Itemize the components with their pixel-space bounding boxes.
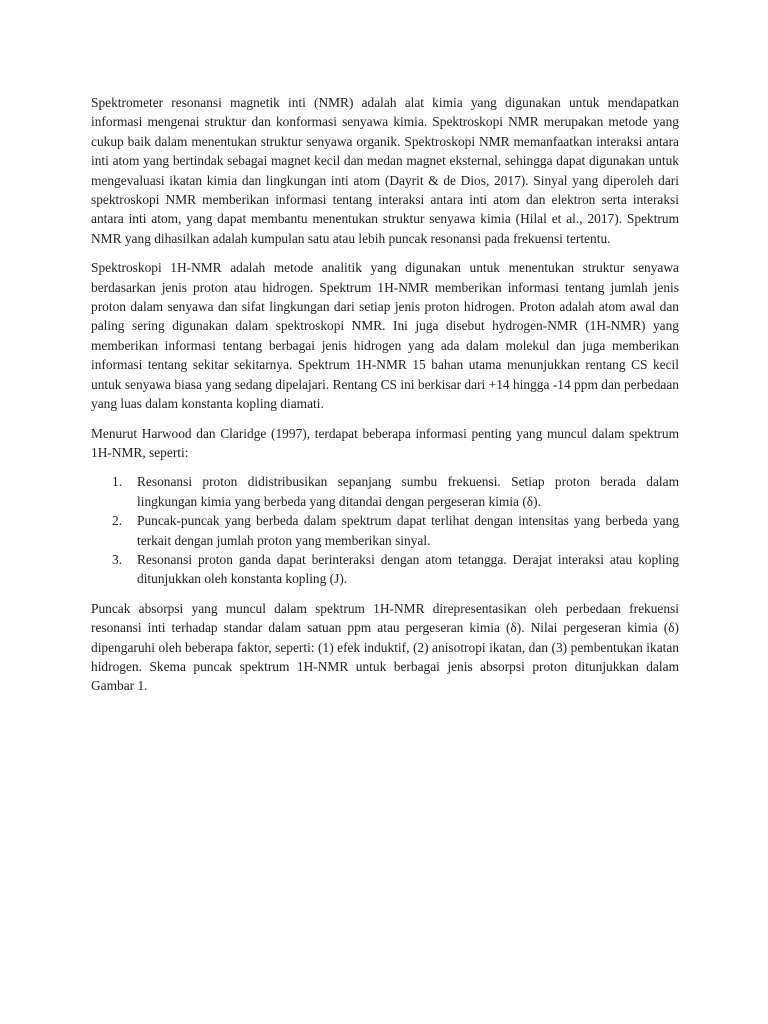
paragraph-absorption-peaks: Puncak absorpsi yang muncul dalam spektrum 1H-NMR direpresentasikan oleh perbedaan frekuensi resonansi inti terhadap standar dalam satuan ppm atau pergeseran kimia (δ). Nilai pergeseran kimia (δ) dipengaruhi oleh beberapa faktor, seperti: (1) efek induktif, (2) anisotropi ikatan, dan (3) pembentukan ikatan hidrogen. Skema puncak spektrum 1H-NMR untuk berbagai jenis absorpsi proton ditunjukkan dalam Gambar 1.: [91, 600, 679, 694]
list-item-text: Resonansi proton didistribusikan sepanjang sumbu frekuensi. Setiap proton berada dalam lingkungan kimia yang berbeda yang ditandai dengan pergeseran kimia (δ).: [137, 474, 679, 509]
list-item: [91, 550, 679, 589]
list-item: [91, 511, 679, 550]
document-page: [91, 93, 679, 706]
paragraph-1h-nmr: Spektroskopi 1H-NMR adalah metode analitik yang digunakan untuk menentukan struktur senyawa berdasarkan jenis proton atau hidrogen. Spektrum 1H-NMR memberikan informasi tentang jumlah jenis proton dalam senyawa dan sifat lingkungan dari setiap jenis proton hidrogen. Proton adalah atom awal dan paling sering digunakan dalam spektroskopi NMR. Ini juga disebut hydrogen-NMR (1H-NMR) yang memberikan informasi tentang berbagai jenis hidrogen yang ada dalam molekul dan juga memberikan informasi tentang sekitar sekitarnya. Spektrum 1H-NMR 15 bahan utama menunjukkan rentang CS kecil untuk senyawa biasa yang sedang dipelajari. Rentang CS ini berkisar dari +14 hingga -14 ppm dan perbedaan yang luas dalam konstanta kopling diamati.: [91, 260, 679, 412]
paragraph-nmr-intro: Spektrometer resonansi magnetik inti (NMR) adalah alat kimia yang digunakan untuk mendapatkan informasi mengenai struktur dan konformasi senyawa kimia. Spektroskopi NMR merupakan metode yang cukup baik dalam menentukan struktur senyawa organik. Spektroskopi NMR memanfaatkan interaksi antara inti atom yang bertindak sebagai magnet kecil dan medan magnet eksternal, sehingga dapat digunakan untuk mengevaluasi ikatan kimia dan lingkungan inti atom (Dayrit & de Dios, 2017). Sinyal yang diperoleh dari spektroskopi NMR memberikan informasi tentang interaksi antara inti atom dan elektron serta interaksi antara inti atom, yang dapat membantu menentukan struktur senyawa kimia (Hilal et al., 2017). Spektrum NMR yang dihasilkan adalah kumpulan satu atau lebih puncak resonansi pada frekuensi tertentu.: [91, 95, 679, 246]
paragraph-harwood-claridge: Menurut Harwood dan Claridge (1997), terdapat beberapa informasi penting yang muncul dalam spektrum 1H-NMR, seperti:: [91, 425, 679, 460]
list-item-text: Resonansi proton ganda dapat berinteraksi dengan atom tetangga. Derajat interaksi atau kopling ditunjukkan oleh konstanta kopling (J).: [137, 551, 679, 587]
list-item-number: 3.: [112, 551, 123, 567]
information-list: [91, 472, 679, 588]
list-item-number: 1.: [112, 474, 123, 490]
list-item-number: 2.: [112, 513, 123, 529]
list-item: [91, 472, 679, 511]
list-item-text: Puncak-puncak yang berbeda dalam spektrum dapat terlihat dengan intensitas yang berbeda yang terkait dengan jumlah proton yang memberikan sinyal.: [137, 513, 679, 548]
